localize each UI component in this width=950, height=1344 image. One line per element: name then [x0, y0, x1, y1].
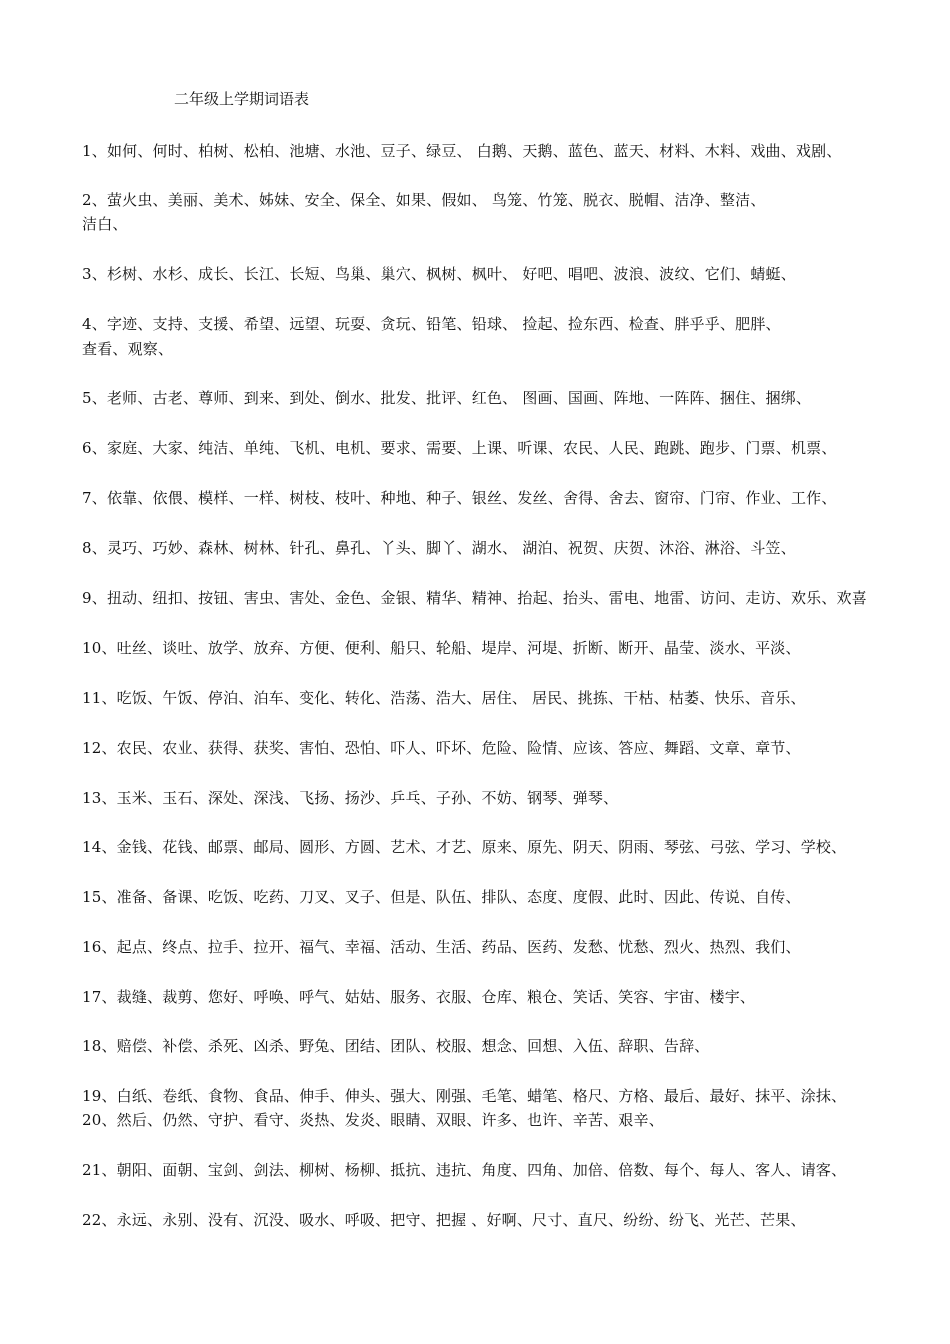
word-line-20: 20、然后、仍然、守护、看守、炎热、发炎、眼睛、双眼、许多、也许、辛苦、艰辛、 [82, 1111, 664, 1129]
word-line-1: 1、如何、何时、柏树、松柏、池塘、水池、豆子、绿豆、 白鹅、天鹅、蓝色、蓝天、材料、木料、戏曲、戏剧、 [82, 142, 842, 160]
word-line-6: 6、家庭、大家、纯洁、单纯、飞机、电机、要求、需要、上课、听课、农民、人民、跑跳、跑步、门票、机票、 [82, 439, 837, 457]
word-line-2-continued: 洁白、 [82, 215, 128, 233]
word-line-3: 3、杉树、水杉、成长、长江、长短、鸟巢、巢穴、枫树、枫叶、 好吧、唱吧、波浪、波纹、它们、蜻蜓、 [82, 265, 796, 283]
word-line-14: 14、金钱、花钱、邮票、邮局、圆形、方圆、艺术、才艺、原来、原先、阴天、阴雨、琴弦、弓弦、学习、学校、 [82, 838, 847, 856]
word-line-17: 17、裁缝、裁剪、您好、呼唤、呼气、姑姑、服务、衣服、仓库、粮仓、笑话、笑容、宇宙、楼宇、 [82, 988, 756, 1006]
word-line-21: 21、朝阳、面朝、宝剑、剑法、柳树、杨柳、抵抗、违抗、角度、四角、加倍、倍数、每个、每人、客人、请客、 [82, 1161, 847, 1179]
word-line-4: 4、字迹、支持、支援、希望、远望、玩耍、贪玩、铅笔、铅球、 捡起、捡东西、检查、胖乎乎、肥胖、 [82, 315, 781, 333]
word-line-10: 10、吐丝、谈吐、放学、放弃、方便、便利、船只、轮船、堤岸、河堤、折断、断开、晶莹、淡水、平淡、 [82, 639, 801, 657]
word-line-11: 11、吃饭、午饭、停泊、泊车、变化、转化、浩荡、浩大、居住、 居民、挑拣、干枯、枯萎、快乐、音乐、 [82, 689, 806, 707]
word-line-9: 9、扭动、纽扣、按钮、害虫、害处、金色、金银、精华、精神、抬起、抬头、雷电、地雷、访问、走访、欢乐、欢喜 [82, 589, 867, 607]
word-line-22: 22、永远、永别、没有、沉没、吸水、呼吸、把守、把握 、好啊、尺寸、直尺、纷纷、纷飞、光芒、芒果、 [82, 1211, 806, 1229]
word-line-18: 18、赔偿、补偿、杀死、凶杀、野兔、团结、团队、校服、想念、回想、入伍、辞职、告辞、 [82, 1037, 710, 1055]
word-line-15: 15、准备、备课、吃饭、吃药、刀叉、叉子、但是、队伍、排队、态度、度假、此时、因此、传说、自传、 [82, 888, 801, 906]
word-line-16: 16、起点、终点、拉手、拉开、福气、幸福、活动、生活、药品、医药、发愁、忧愁、烈火、热烈、我们、 [82, 938, 801, 956]
word-line-5: 5、老师、古老、尊师、到来、到处、倒水、批发、批评、红色、 图画、国画、阵地、一阵阵、捆住、捆绑、 [82, 389, 812, 407]
word-line-12: 12、农民、农业、获得、获奖、害怕、恐怕、吓人、吓坏、危险、险情、应该、答应、舞蹈、文章、章节、 [82, 739, 801, 757]
document-title: 二年级上学期词语表 [174, 90, 310, 108]
word-line-13: 13、玉米、玉石、深处、深浅、飞扬、扬沙、乒乓、子孙、不妨、钢琴、弹琴、 [82, 789, 619, 807]
word-line-8: 8、灵巧、巧妙、森林、树林、针孔、鼻孔、丫头、脚丫、湖水、 湖泊、祝贺、庆贺、沐浴、淋浴、斗笠、 [82, 539, 796, 557]
word-line-2: 2、萤火虫、美丽、美术、姊妹、安全、保全、如果、假如、 鸟笼、竹笼、脱衣、脱帽、洁净、整洁、 [82, 191, 766, 209]
word-line-19: 19、白纸、卷纸、食物、食品、伸手、伸头、强大、刚强、毛笔、蜡笔、格尺、方格、最后、最好、抹平、涂抹、 [82, 1087, 847, 1105]
word-line-7: 7、依靠、依偎、模样、一样、树枝、枝叶、种地、种子、银丝、发丝、舍得、舍去、窗帘、门帘、作业、工作、 [82, 489, 837, 507]
word-line-4-continued: 查看、观察、 [82, 340, 174, 358]
